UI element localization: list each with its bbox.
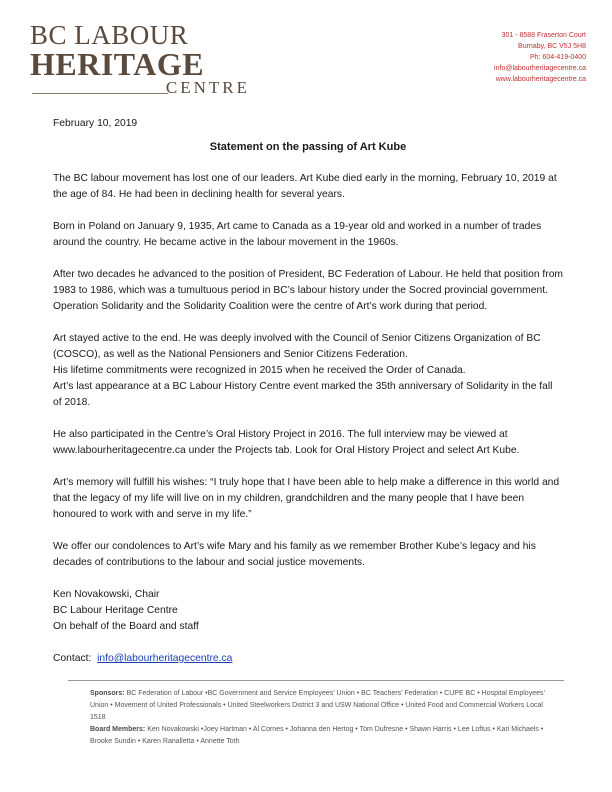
sponsors-text: BC Federation of Labour •BC Government and Service Employees’ Union • BC Teachers’ Federation • CUPE BC • Hospital Employees’ Union • Movement of United Professionals • United Steelworkers District 3 and USW National Office • United Food and Commercial Workers Local 1518 bbox=[90, 690, 545, 721]
contact-label: Contact: bbox=[53, 653, 92, 664]
paragraph-3: After two decades he advanced to the position of President, BC Federation of Labour. He held that position from 1983 to 1986, which was a tumultuous period in BC’s labour history under the Socred provincial government. Operation Solidarity and the Solidarity Coalition were the centre of Art’s work during that period. bbox=[53, 269, 564, 312]
sponsors-label: Sponsors: bbox=[90, 690, 125, 697]
footer-divider bbox=[68, 680, 564, 681]
signature-block bbox=[53, 587, 563, 635]
footer bbox=[90, 688, 560, 748]
address-line2: Burnaby, BC V5J 5H8 bbox=[518, 43, 586, 50]
contact-email-link[interactable]: info@labourheritagecentre.ca bbox=[97, 653, 233, 664]
board-text: Ken Novakowski •Joey Hartman • Al Cornes • Johanna den Hertog • Tom Dufresne • Shawn Harris • Lee Loftus • Kari Michaels • Brooke Sundin • Karen Ranalletta • Annette Toth bbox=[90, 726, 544, 745]
letter-body bbox=[53, 116, 563, 667]
logo-text-line1: BC LABOUR bbox=[30, 20, 189, 50]
letterhead-email: info@labourheritagecentre.ca bbox=[494, 65, 586, 72]
letter-date: February 10, 2019 bbox=[53, 118, 138, 129]
paragraph-4-line3: Art’s last appearance at a BC Labour History Centre event marked the 35th anniversary of Solidarity in the fall of 2018. bbox=[53, 381, 553, 408]
letterhead-contact-block bbox=[494, 30, 586, 85]
paragraph-6: Art’s memory will fulfill his wishes: “I truly hope that I have been able to help make a difference in this world and that the legacy of my life will live on in my children, grandchildren and the many people that I have been honoured to work with and serve in my life.” bbox=[53, 477, 560, 520]
board-label: Board Members: bbox=[90, 726, 146, 733]
paragraph-4 bbox=[53, 331, 563, 411]
sponsors-line bbox=[90, 688, 560, 724]
paragraph-5: He also participated in the Centre’s Oral History Project in 2016. The full interview may be viewed at www.labourheritagecentre.ca under the Projects tab. Look for Oral History Project and select Art Kube. bbox=[53, 429, 520, 456]
paragraph-2: Born in Poland on January 9, 1935, Art came to Canada as a 19-year old and worked in a number of trades around the country. He became active in the labour movement in the 1960s. bbox=[53, 221, 542, 248]
signature-org: BC Labour Heritage Centre bbox=[53, 605, 178, 616]
logo-line3-wrap bbox=[30, 79, 250, 99]
contact-line bbox=[53, 651, 563, 667]
paragraph-7: We offer our condolences to Art’s wife Mary and his family as we remember Brother Kube’s legacy and his decades of contributions to the labour and social justice movements. bbox=[53, 541, 536, 568]
signature-name: Ken Novakowski, Chair bbox=[53, 589, 160, 600]
phone: Ph: 604-419-0400 bbox=[529, 54, 586, 61]
address-line1: 301 - 8588 Fraserton Court bbox=[501, 32, 586, 39]
logo-text-line2: HERITAGE bbox=[30, 46, 205, 82]
letter-title: Statement on the passing of Art Kube bbox=[209, 141, 407, 153]
paragraph-4-line1: Art stayed active to the end. He was deeply involved with the Council of Senior Citizens Organization of BC (COSCO), as well as the National Pensioners and Senior Citizens Federation. bbox=[53, 333, 541, 360]
logo-rule bbox=[32, 93, 168, 94]
paragraph-1: The BC labour movement has lost one of our leaders. Art Kube died early in the morning, February 10, 2019 at the age of 84. He had been in declining health for several years. bbox=[53, 173, 557, 200]
paragraph-4-line2: His lifetime commitments were recognized in 2015 when he received the Order of Canada. bbox=[53, 365, 466, 376]
board-line bbox=[90, 724, 560, 748]
letterhead-website: www.labourheritagecentre.ca bbox=[495, 76, 586, 83]
logo bbox=[30, 22, 250, 99]
logo-text-line3: CENTRE bbox=[165, 78, 250, 97]
signature-behalf: On behalf of the Board and staff bbox=[53, 621, 199, 632]
